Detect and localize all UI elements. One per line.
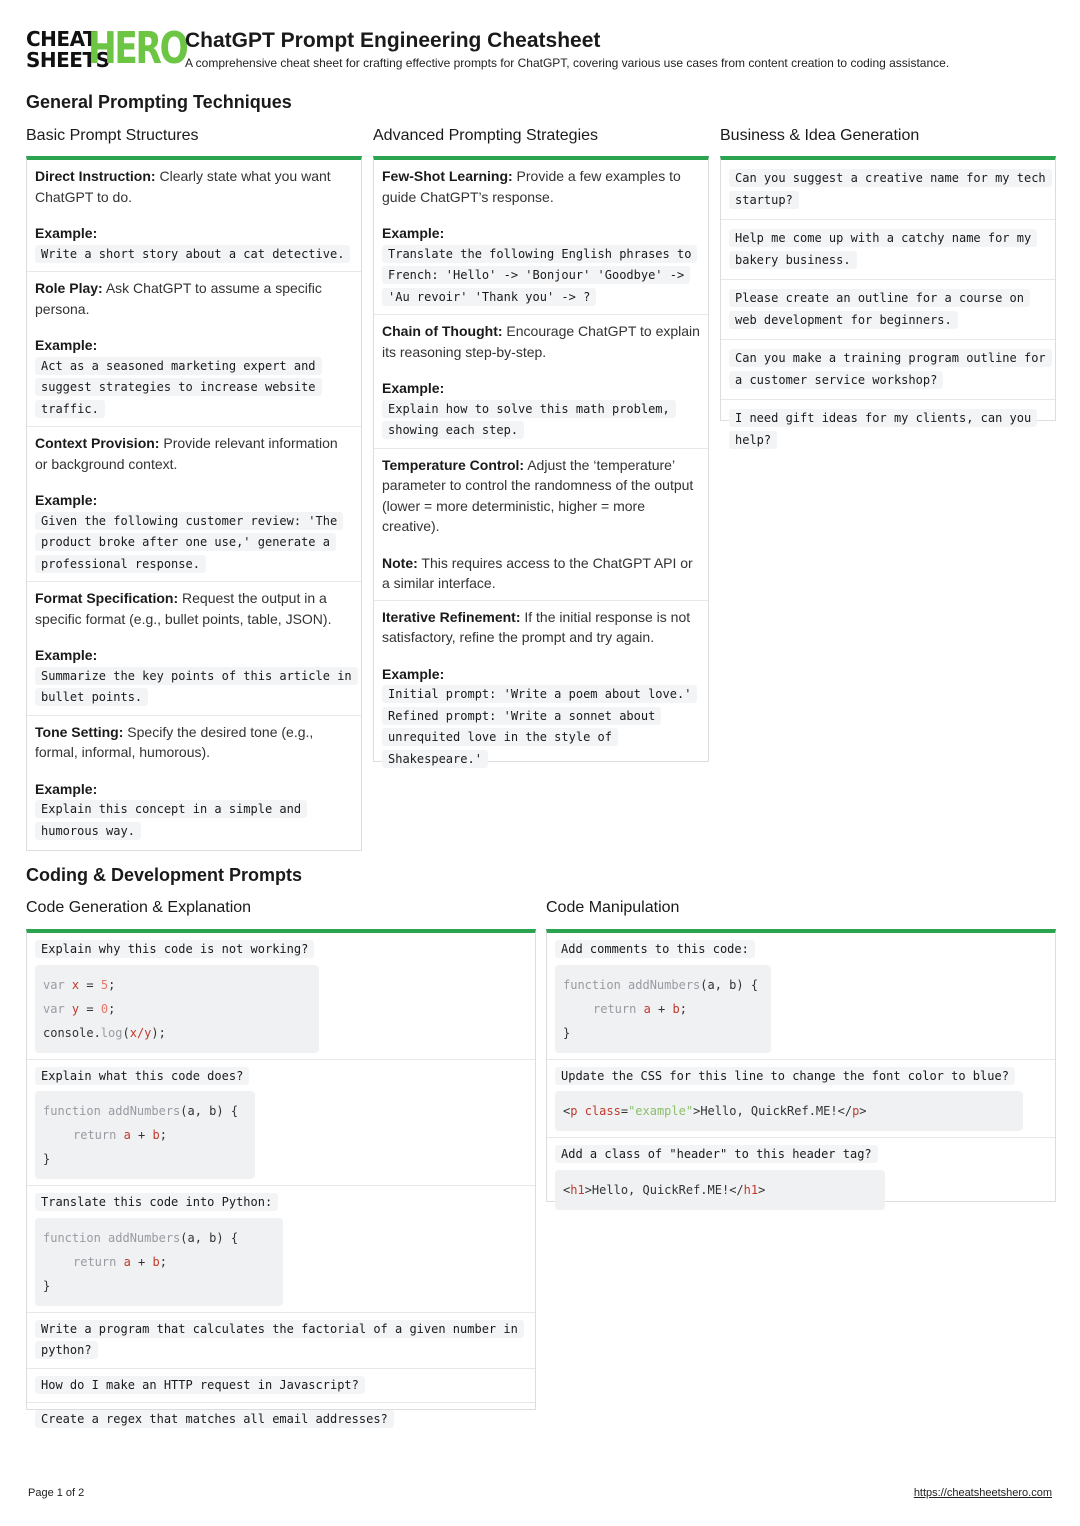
prompt-code: I need gift ideas for my clients, can you help? [729,409,1037,449]
prompt-code: Add comments to this code: [555,940,755,958]
code-block: function addNumbers(a, b) { return a + b; } [35,1091,255,1179]
list-item [27,1313,535,1369]
term: Tone Setting: [35,723,124,740]
list-item [27,1186,535,1313]
list-item [27,933,535,1060]
example-label: Example: [35,225,98,241]
prompt-code: Please create an outline for a course on web development for beginners. [729,289,1030,329]
list-item [374,315,708,449]
prompt-code: Explain why this code is not working? [35,940,314,958]
section-title-coding: Coding & Development Prompts [26,865,303,885]
prompt-code: Help me come up with a catchy name for my bakery business. [729,229,1037,269]
card-basic-prompt-structures [26,156,362,851]
description: Encourage ChatGPT to explain its reasoning step-by-step. [382,323,700,360]
term: Context Provision: [35,435,160,451]
list-item [27,582,361,716]
example-label: Example: [35,492,98,508]
column-title-advanced: Advanced Prompting Strategies [373,127,599,144]
page-header [26,23,1056,74]
list-item [547,1060,1055,1139]
list-item [547,1138,1055,1216]
term: Chain of Thought: [382,323,503,339]
term: Few-Shot Learning: [382,168,513,184]
list-item [721,400,1055,459]
example-code: Summarize the key points of this article in bullet points. [35,667,358,707]
term: Direct Instruction: [35,168,156,184]
list-item [27,716,361,849]
list-item [721,340,1055,400]
note-label: Note: [382,554,418,571]
prompt-code: Update the CSS for this line to change the font color to blue? [555,1067,1015,1085]
description: Provide a few examples to guide ChatGPT’s response. [382,168,681,205]
example-code: Translate the following English phrases to French: 'Hello' -> 'Bonjour' 'Goodbye' -> 'Au revoir' 'Thank you' -> ? [382,245,697,306]
description: Adjust the ‘temperature’ parameter to control the randomness of the output (lower = more deterministic, higher = more creative). [382,456,694,534]
prompt-code: Write a program that calculates the factorial of a given number in python? [35,1320,524,1360]
cheatsheets-hero-logo[interactable] [26,23,187,74]
prompt-code: Can you suggest a creative name for my tech startup? [729,169,1052,209]
column-title-business: Business & Idea Generation [720,127,920,144]
code-block: function addNumbers(a, b) { return a + b; } [35,1218,283,1306]
example-label: Example: [35,337,98,353]
example-label: Example: [382,380,445,396]
description: Ask ChatGPT to assume a specific persona. [35,280,322,317]
column-title-code-manipulation: Code Manipulation [546,899,680,916]
list-item [27,1369,535,1404]
page-number: Page 1 of 2 [28,1487,85,1499]
list-item [721,160,1055,220]
example-label: Example: [35,780,98,797]
card-advanced-prompting [373,156,709,766]
column-title-code-generation: Code Generation & Explanation [26,899,252,916]
example-label: Example: [382,225,445,241]
code-block: var x = 5; var y = 0; console.log(x/y); [35,965,319,1053]
example-code: Given the following customer review: 'The product broke after one use,' generate a professional response. [35,512,343,573]
code-block: <h1>Hello, QuickRef.ME!</h1> [555,1170,885,1210]
example-code: Initial prompt: 'Write a poem about love.' Refined prompt: 'Write a sonnet about unrequited love in the style of Shakespeare.' [382,685,697,768]
example-code: Write a short story about a cat detective. [35,245,350,263]
prompt-code: Create a regex that matches all email addresses? [35,1410,394,1428]
example-label: Example: [35,647,98,663]
prompt-code: How do I make an HTTP request in Javascript? [35,1376,365,1394]
logo-cheat-text: CHEAT [26,27,97,51]
note-text: This requires access to the ChatGPT API or a similar interface. [382,554,693,591]
description: Request the output in a specific format (e.g., bullet points, table, JSON). [35,590,332,627]
example-code: Explain how to solve this math problem, showing each step. [382,400,676,440]
list-item [27,427,361,582]
code-block: function addNumbers(a, b) { return a + b; } [555,965,771,1053]
list-item [27,1060,535,1187]
term: Temperature Control: [382,456,525,473]
logo-sheets-text: SHEETS [26,48,110,72]
prompt-code: Explain what this code does? [35,1067,249,1085]
list-item [27,1403,535,1437]
list-item [27,160,361,272]
description: Clearly state what you want ChatGPT to do. [35,168,331,205]
page-title: ChatGPT Prompt Engineering Cheatsheet [185,29,601,52]
list-item [374,601,708,777]
logo-hero-text: HERO [88,23,187,74]
card-business-ideas [720,156,1056,447]
list-item [721,280,1055,340]
term: Format Specification: [35,590,179,606]
page-subtitle: A comprehensive cheat sheet for crafting effective prompts for ChatGPT, covering various use cases from content creation to coding assistance. [185,56,950,70]
footer-link[interactable]: https://cheatsheetshero.com [913,1487,1052,1499]
term: Role Play: [35,280,103,296]
prompt-code: Translate this code into Python: [35,1193,278,1211]
list-item [27,272,361,427]
description: Provide relevant information or background context. [35,435,338,472]
example-code: Act as a seasoned marketing expert and suggest strategies to increase website traffic. [35,357,322,418]
description: If the initial response is not satisfactory, refine the prompt and try again. [382,608,691,645]
example-label: Example: [382,665,445,682]
card-code-generation [26,929,536,1426]
list-item [721,220,1055,280]
card-code-manipulation [546,929,1056,1202]
example-code: Explain this concept in a simple and humorous way. [35,800,307,840]
description: Specify the desired tone (e.g., formal, informal, humorous). [35,723,314,760]
term: Iterative Refinement: [382,608,521,625]
code-block: <p class="example">Hello, QuickRef.ME!</p> [555,1091,1023,1131]
section-title-general: General Prompting Techniques [26,92,292,112]
column-title-basic: Basic Prompt Structures [26,127,199,144]
prompt-code: Can you make a training program outline for a customer service workshop? [729,349,1052,389]
list-item [374,449,708,601]
list-item [547,933,1055,1060]
prompt-code: Add a class of "header" to this header tag? [555,1145,878,1163]
list-item [374,160,708,315]
